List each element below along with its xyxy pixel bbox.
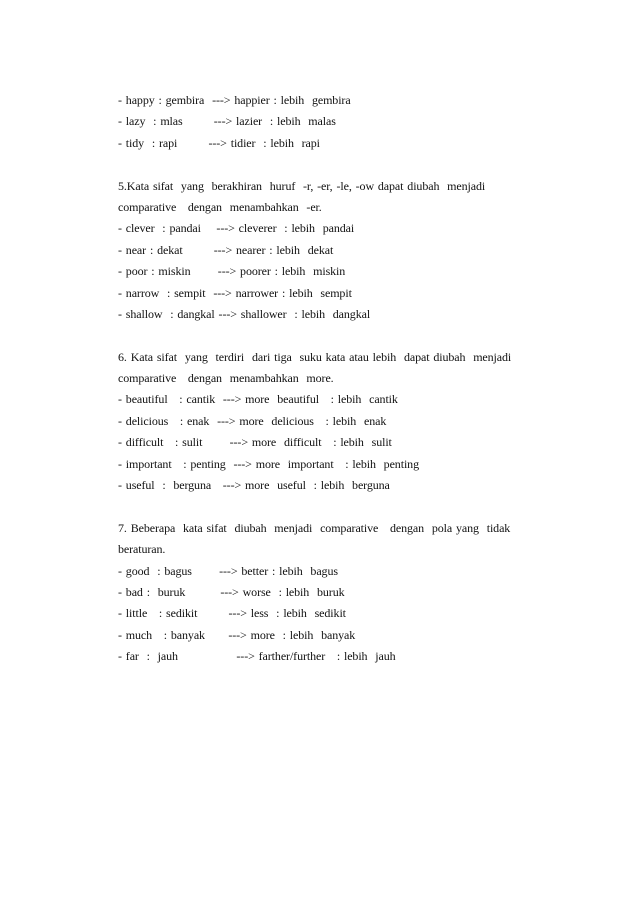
document-body [118,90,538,668]
section-heading: 7. Beberapa kata sifat diubah menjadi comparative dengan pola yang tidak [118,520,511,535]
section-heading-continued: comparative dengan menambahkan -er. [118,199,322,214]
section-heading-continued: comparative dengan menambahkan more. [118,371,334,386]
paragraph-gap [118,154,538,175]
paragraph-gap [118,496,538,517]
text-line: - beautiful : cantik ---> more beautiful : lebih cantik [118,392,398,407]
text-line: - delicious : enak ---> more delicious : lebih enak [118,413,387,428]
text-line: - little : sedikit ---> less : lebih sedikit [118,606,346,621]
text-line: - bad : buruk ---> worse : lebih buruk [118,584,345,599]
section-heading: 6. Kata sifat yang terdiri dari tiga suku kata atau lebih dapat diubah menjadi [118,349,512,364]
text-line: - tidy : rapi ---> tidier : lebih rapi [118,135,320,150]
text-line: - much : banyak ---> more : lebih banyak [118,627,356,642]
section-comparative-y [118,90,538,154]
section-7 [118,518,538,668]
text-line: - near : dekat ---> nearer : lebih dekat [118,242,334,257]
text-line: - shallow : dangkal ---> shallower : lebih dangkal [118,306,371,321]
text-line: - useful : berguna ---> more useful : lebih berguna [118,478,390,493]
text-line: - clever : pandai ---> cleverer : lebih pandai [118,221,355,236]
text-line: - poor : miskin ---> poorer : lebih miskin [118,264,346,279]
text-line: - far : jauh ---> farther/further : lebih jauh [118,649,396,664]
text-line: - narrow : sempit ---> narrower : lebih sempit [118,285,352,300]
text-line: - difficult : sulit ---> more difficult : lebih sulit [118,435,392,450]
section-heading: 5.Kata sifat yang berakhiran huruf -r, -er, -le, -ow dapat diubah menjadi [118,178,486,193]
section-6 [118,347,538,497]
text-line: - lazy : mlas ---> lazier : lebih malas [118,114,336,129]
paragraph-gap [118,325,538,346]
section-5 [118,176,538,326]
text-line: - important : penting ---> more important : lebih penting [118,456,419,471]
section-heading-continued: beraturan. [118,542,166,557]
text-line: - good : bagus ---> better : lebih bagus [118,563,338,578]
text-line: - happy : gembira ---> happier : lebih gembira [118,93,351,107]
